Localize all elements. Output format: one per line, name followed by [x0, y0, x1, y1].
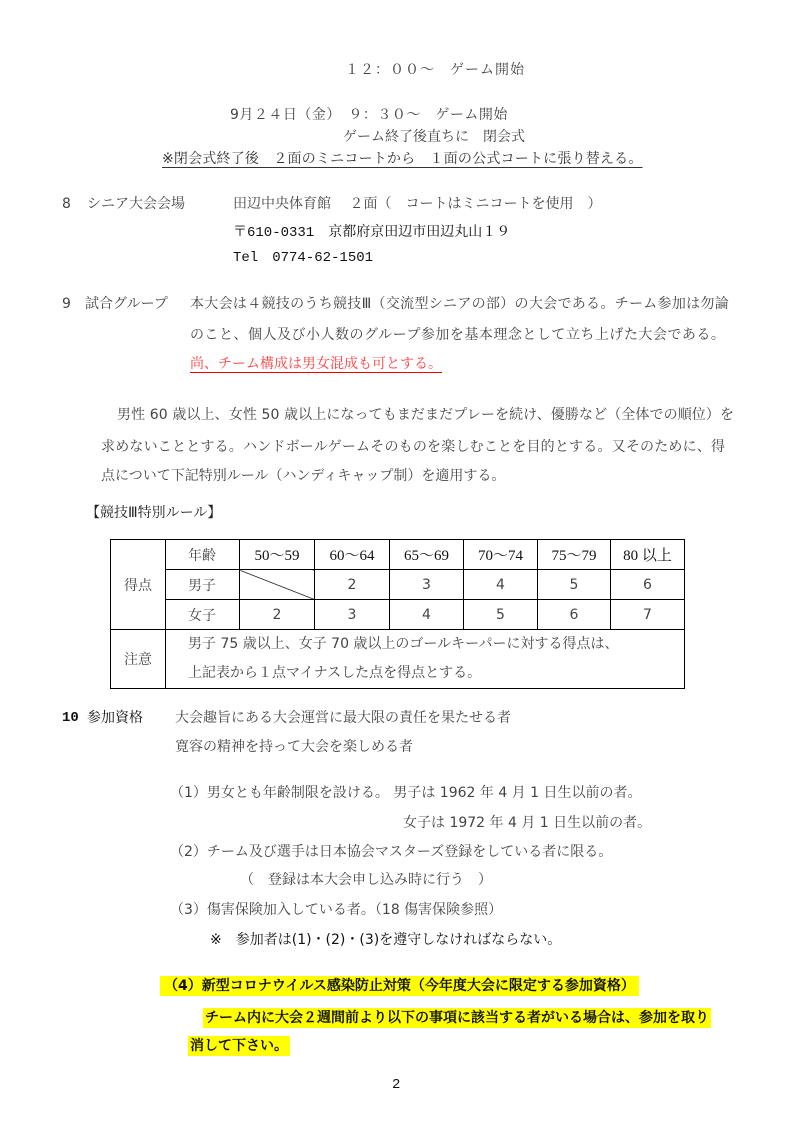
score-label: 得点 — [111, 540, 166, 630]
schedule-line-2: 9月２４日（金） ９：３０～ ゲーム開始 — [230, 107, 508, 123]
address: 〒610-0331 京都府京田辺市田辺丸山１９ — [233, 225, 511, 241]
requirement-1: （1）男女とも年齢制限を設ける。 男子は 1962 年 4 月 1 日生以前の者。 — [170, 785, 642, 801]
female-score: 2 — [240, 600, 315, 630]
court-change-note: ※閉会式終了後 ２面のミニコートから １面の公式コートに張り替える。 — [162, 151, 643, 167]
section-9-line-1: 本大会は４競技のうち競技Ⅲ（交流型シニアの部）の大会である。チーム参加は勿論 — [190, 296, 730, 312]
requirement-1-female: 女子は 1972 年 4 月 1 日生以前の者。 — [403, 815, 652, 831]
requirement-4-line-2: 消して下さい。 — [190, 1038, 288, 1054]
section-8-number: 8 — [62, 196, 71, 212]
tel: Tel 0774-62-1501 — [233, 250, 374, 266]
section-10-line-1: 大会趣旨にある大会運営に最大限の責任を果たせる者 — [175, 710, 511, 726]
note-cell — [166, 630, 685, 689]
section-10-label: 参加資格 — [87, 710, 143, 726]
female-label: 女子 — [166, 600, 240, 630]
female-score: 7 — [611, 600, 685, 630]
special-rule-title: 【競技Ⅲ特別ルール】 — [86, 505, 222, 521]
female-score: 3 — [315, 600, 390, 630]
section-9-label: 試合グループ — [85, 296, 168, 312]
section-10-number: 10 — [62, 710, 79, 726]
age-header: 60～64 — [315, 540, 390, 570]
note-label: 注意 — [111, 630, 166, 689]
age-header: 65～69 — [390, 540, 464, 570]
age-label: 年齢 — [166, 540, 240, 570]
handicap-table — [110, 539, 685, 689]
schedule-line-3: ゲーム終了後直ちに 閉会式 — [343, 129, 525, 145]
section-9-line-2: のこと、個人及び小人数のグループ参加を基本理念として立ち上げた大会である。 — [190, 327, 726, 343]
paragraph-line-1: 男性 60 歳以上、女性 50 歳以上になってもまだまだプレーを続け、優勝など（全体での順位）を — [117, 407, 735, 423]
female-score: 6 — [538, 600, 611, 630]
requirement-compliance-note: ※ 参加者は(1)・(2)・(3)を遵守しなければならない。 — [210, 932, 562, 948]
age-header: 80 以上 — [611, 540, 685, 570]
schedule-line-1: １２：００～ ゲーム開始 — [345, 62, 525, 78]
male-label: 男子 — [166, 570, 240, 600]
requirement-2-note: （ 登録は本大会申し込み時に行う ） — [240, 872, 492, 888]
note-line-2: 上記表から１点マイナスした点を得点とする。 — [188, 665, 482, 681]
male-score: 2 — [315, 570, 390, 600]
paragraph-line-3: 点について下記特別ルール（ハンディキャップ制）を適用する。 — [101, 468, 506, 484]
age-header: 70～74 — [464, 540, 538, 570]
male-score: 4 — [464, 570, 538, 600]
diagonal-empty-cell — [240, 570, 315, 600]
requirement-4-line-1: チーム内に大会２週間前より以下の事項に該当する者がいる場合は、参加を取り — [205, 1010, 709, 1026]
requirement-2: （2）チーム及び選手は日本協会マスターズ登録をしている者に限る。 — [170, 844, 613, 860]
age-header: 50～59 — [240, 540, 315, 570]
page-number: 2 — [392, 1077, 401, 1093]
requirement-4-covid: （4）新型コロナウイルス感染防止対策（今年度大会に限定する参加資格） — [160, 976, 639, 996]
male-score: 3 — [390, 570, 464, 600]
requirement-3: （3）傷害保険加入している者。（18 傷害保険参照） — [170, 902, 503, 918]
note-line-1: 男子 75 歳以上、女子 70 歳以上のゴールキーパーに対する得点は、 — [188, 636, 619, 652]
age-header: 75～79 — [538, 540, 611, 570]
section-9-number: 9 — [62, 296, 71, 312]
paragraph-line-2: 求めないこととする。ハンドボールゲームそのものを楽しむことを目的とする。又そのために、得 — [101, 439, 726, 455]
female-score: 5 — [464, 600, 538, 630]
male-score: 6 — [611, 570, 685, 600]
venue: 田辺中央体育館 ２面（ コートはミニコートを使用 ） — [233, 196, 602, 212]
female-score: 4 — [390, 600, 464, 630]
section-10-line-2: 寛容の精神を持って大会を楽しめる者 — [175, 739, 413, 755]
mixed-team-note: 尚、チーム構成は男女混成も可とする。 — [190, 356, 442, 372]
section-8-label: シニア大会会場 — [87, 196, 185, 212]
male-score: 5 — [538, 570, 611, 600]
